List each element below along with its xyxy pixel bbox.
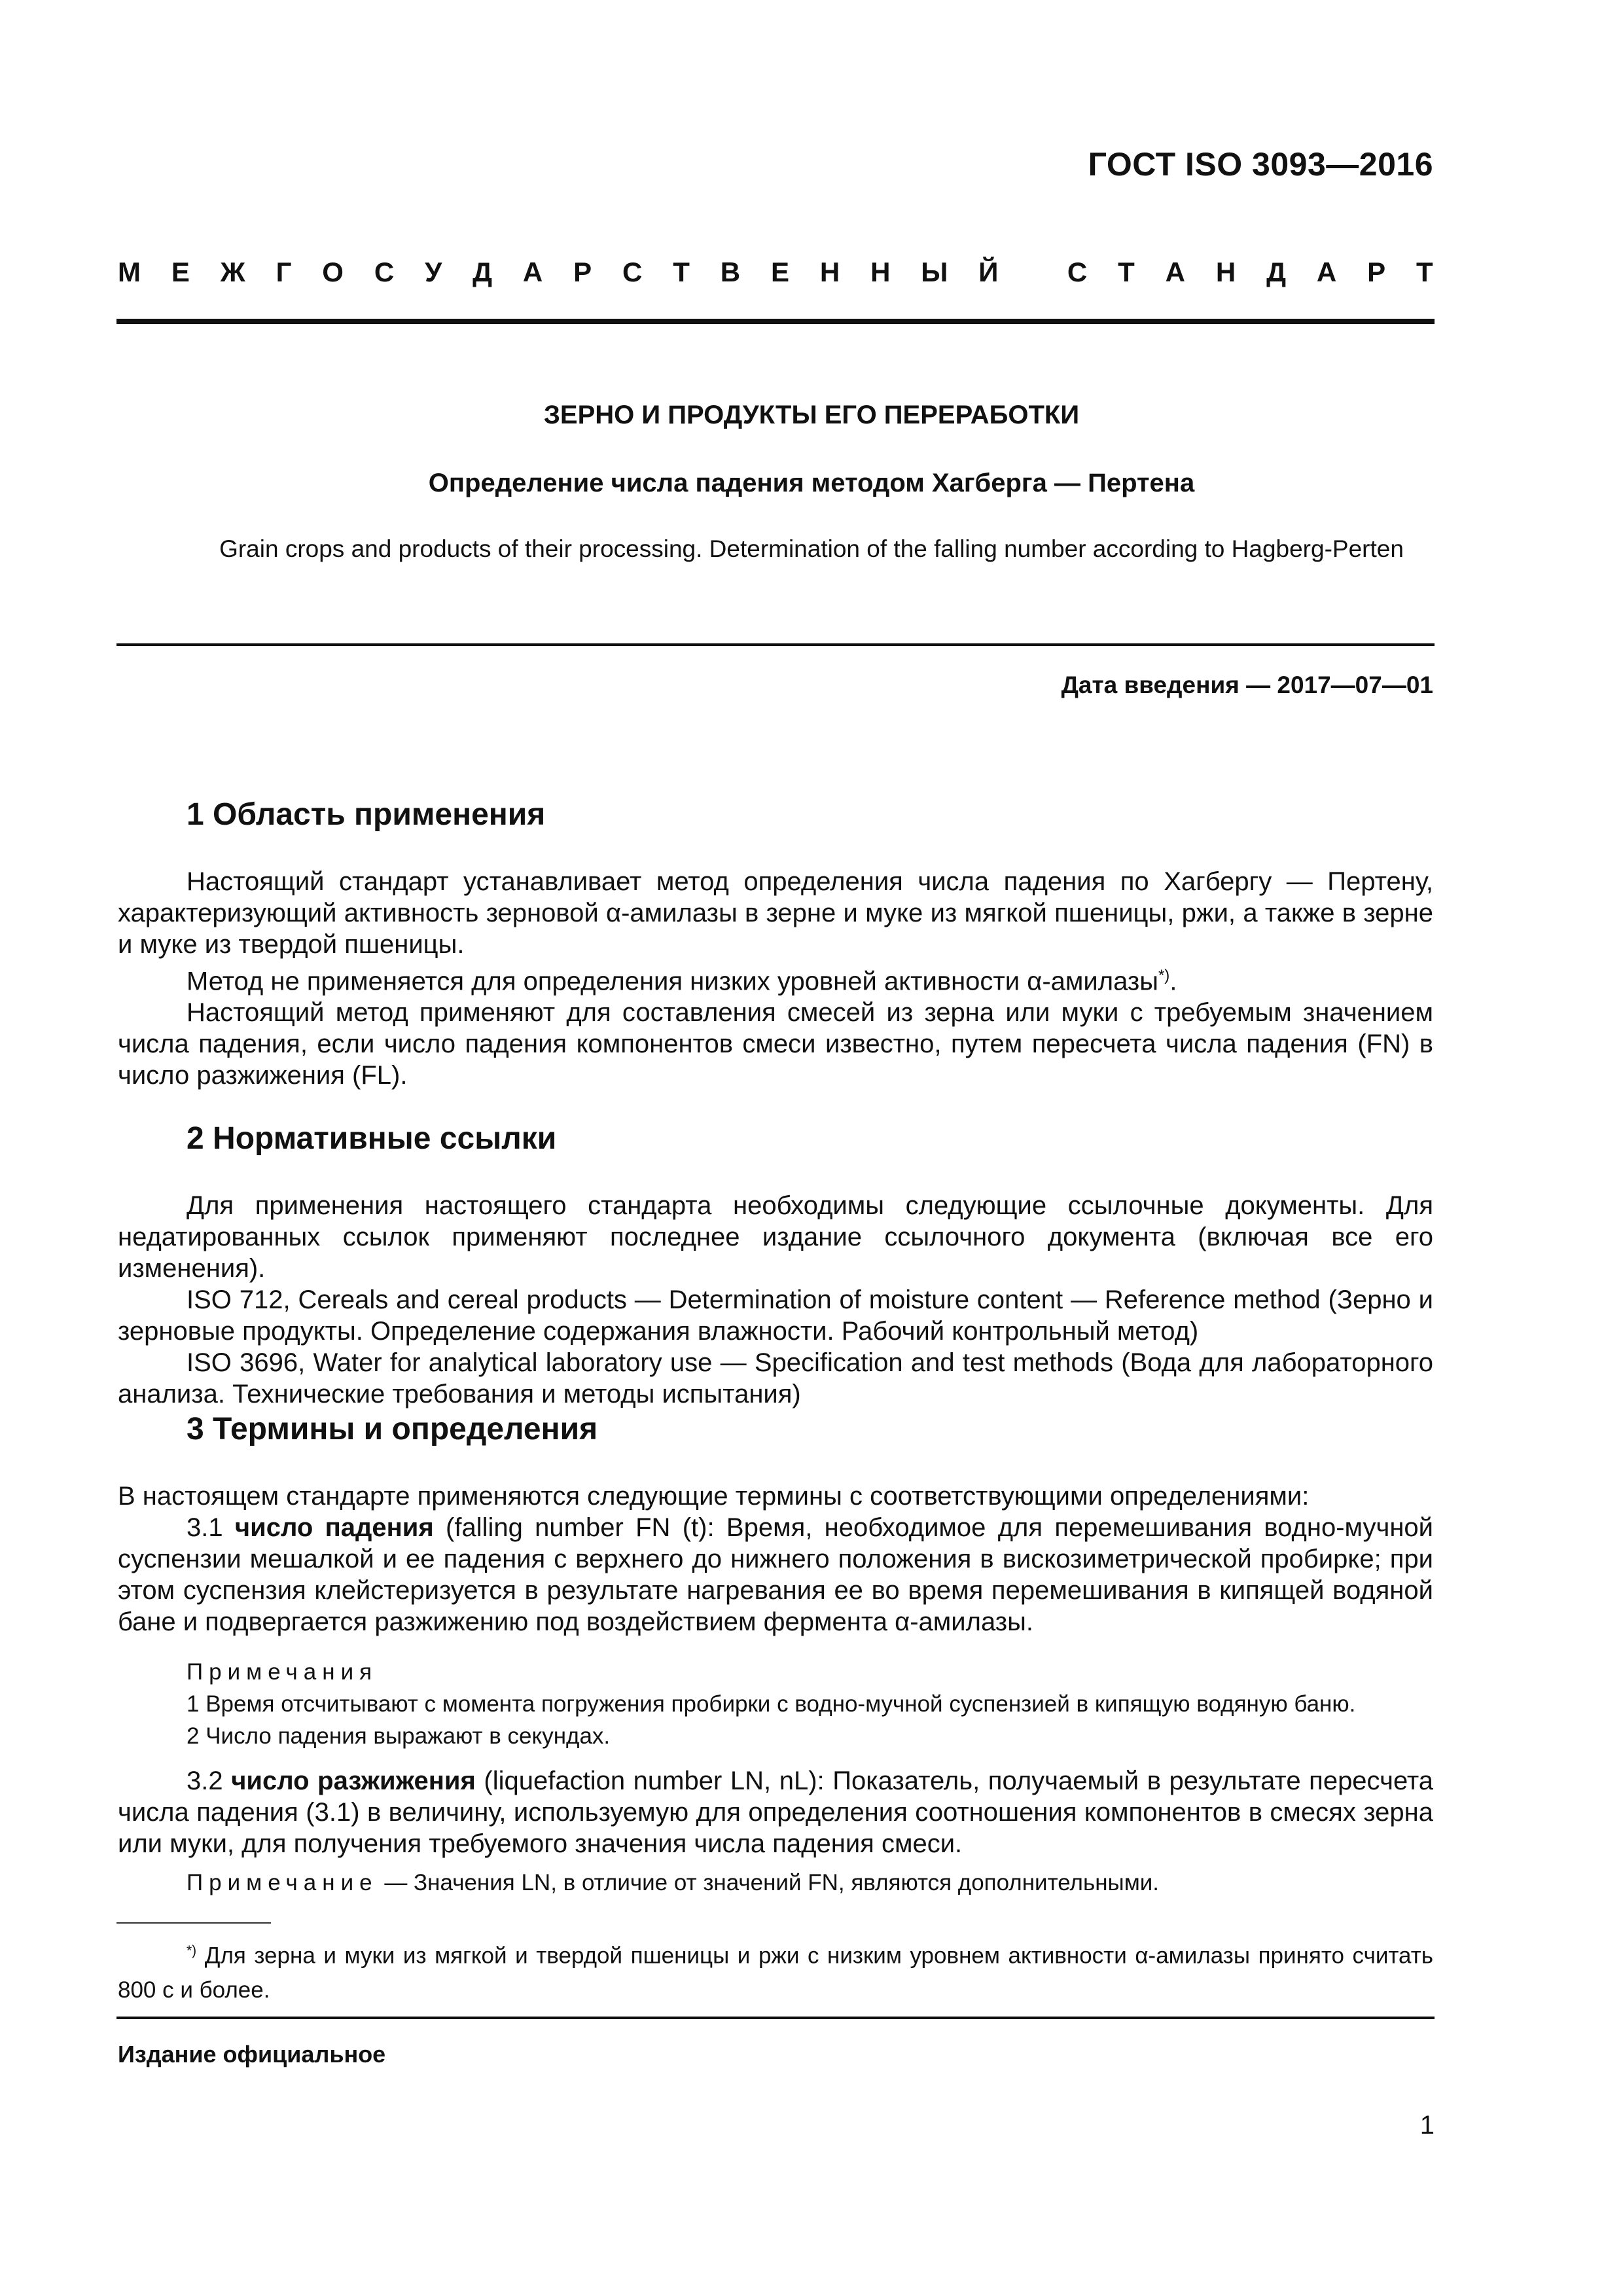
footer-rule [116, 2017, 1435, 2019]
note-1: 1 Время отсчитывают с момента погружения пробирки с водно-мучной суспензией в кипящую водяную баню. [187, 1691, 1356, 1717]
introduction-date: Дата введения — 2017—07—01 [1061, 672, 1433, 698]
reference-iso-712: ISO 712, Cereals and cereal products — Determination of moisture content — Reference method (Зерно и зерновые продукты. Определение содержания влажности. Рабочий контрольный метод) [118, 1285, 1433, 1346]
banner-letter: Н [1215, 257, 1236, 287]
banner-letter: М [118, 257, 141, 287]
banner-letter: Р [1367, 257, 1386, 287]
section-3-heading: 3 Термины и определения [187, 1412, 598, 1446]
section-1-paragraph-2: Метод не применяется для определения низких уровней активности α-амилазы*). [187, 967, 1177, 996]
banner-letter: Е [171, 257, 190, 287]
banner-letter: Н [819, 257, 840, 287]
header-rule [116, 319, 1435, 324]
section-2-body [118, 1190, 1433, 1410]
section-2-heading: 2 Нормативные ссылки [187, 1121, 557, 1156]
term-3-1-name: число падения [234, 1513, 434, 1542]
banner-letter: Т [673, 257, 690, 287]
term-3-1: 3.1 число падения (falling number FN (t): Время, необходимое для перемешивания водно-мучной суспензии мешалкой и ее падения с верхнего до нижнего положения в вискозиметрической пробирке; при этом суспензия клейстеризуется в результате нагревания ее во время перемешивания в кипящей водяной бане и подвергается разжижению под воздействием фермента α-амилазы. [118, 1513, 1434, 1636]
section-2-paragraph-1: Для применения настоящего стандарта необходимы следующие ссылочные документы. Для недатированных ссылок применяют последнее издание ссылочного документа (включая все его изменения). [118, 1191, 1433, 1283]
banner-letter: С [1067, 257, 1088, 287]
banner-letter: С [622, 257, 643, 287]
interstate-standard-banner [118, 257, 1433, 288]
banner-letter: А [1165, 257, 1185, 287]
banner-letter: У [425, 257, 442, 287]
banner-letter: А [522, 257, 543, 287]
footnote-mark: *) [187, 1943, 197, 1958]
note-text: — Значения LN, в отличие от значений FN, являются дополнительными. [378, 1870, 1160, 1895]
section-3-body [118, 1480, 1433, 1638]
page-number: 1 [1419, 2111, 1435, 2140]
banner-letter: Д [1266, 257, 1286, 287]
banner-letter: Т [1118, 257, 1135, 287]
document-subtitle: Определение числа падения методом Хагберга — Пертена [428, 469, 1195, 497]
section-1-paragraph-3: Настоящий метод применяют для составления смесей из зерна или муки с требуемым значением числа падения, если число падения компонентов смеси известно, путем пересчета числа падения (FN) в число разжижения (FL). [118, 998, 1433, 1090]
banner-letter: С [374, 257, 395, 287]
official-edition-label: Издание официальное [118, 2041, 386, 2068]
section-1-paragraph-1: Настоящий стандарт устанавливает метод определения числа падения по Хагбергу — Пертену, характеризующий активность зерновой α-амилазы в зерне и муке из мягкой пшеницы, ржи, а также в зерне и муке из твердой пшеницы. [118, 867, 1433, 959]
banner-letter: Ж [220, 257, 245, 287]
english-title: Grain crops and products of their processing. Determination of the falling number according to Hagberg-Perten [219, 535, 1404, 562]
footnote-reference: *) [1158, 967, 1170, 984]
notes-3-1 [187, 1656, 1433, 1752]
term-3-2-block [118, 1765, 1433, 1859]
banner-letter: О [322, 257, 344, 287]
section-1-body [118, 866, 1433, 1091]
note-3-2 [187, 1867, 1433, 1899]
banner-letter: Ы [921, 257, 948, 287]
banner-letter: Й [978, 257, 999, 287]
banner-letter: Г [276, 257, 292, 287]
section-1-heading: 1 Область применения [187, 797, 546, 832]
note-label: Примечание [187, 1870, 378, 1895]
document-title: ЗЕРНО И ПРОДУКТЫ ЕГО ПЕРЕРАБОТКИ [543, 401, 1080, 429]
banner-letter: Д [473, 257, 492, 287]
footnote-separator [116, 1922, 271, 1924]
banner-letter: В [720, 257, 741, 287]
footnote-text: Для зерна и муки из мягкой и твердой пшеницы и ржи с низким уровнем активности α-амилазы принято считать 800 с и более. [118, 1943, 1433, 2003]
term-3-2-name: число разжижения [231, 1767, 476, 1795]
title-rule [116, 643, 1435, 646]
reference-iso-3696: ISO 3696, Water for analytical laboratory use — Specification and test methods (Вода для лабораторного анализа. Технические требования и методы испытания) [118, 1348, 1433, 1408]
document-code: ГОСТ ISO 3093—2016 [1088, 146, 1433, 183]
footnote [118, 1934, 1433, 2007]
section-3-intro: В настоящем стандарте применяются следующие термины с соответствующими определениями: [118, 1482, 1310, 1511]
banner-letter: А [1316, 257, 1337, 287]
banner-letter: Н [870, 257, 891, 287]
banner-letter [1029, 257, 1037, 288]
banner-letter: Р [573, 257, 592, 287]
banner-letter: Е [770, 257, 789, 287]
notes-label: Примечания [187, 1659, 378, 1685]
term-3-2: 3.2 число разжижения (liquefaction number LN, nL): Показатель, получаемый в результате пересчета числа падения (3.1) в величину, используемую для определения соотношения компонентов в смесях зерна или муки, для получения требуемого значения числа падения смеси. [118, 1767, 1433, 1858]
banner-letter: Т [1416, 257, 1433, 287]
note-2: 2 Число падения выражают в секундах. [187, 1723, 611, 1749]
